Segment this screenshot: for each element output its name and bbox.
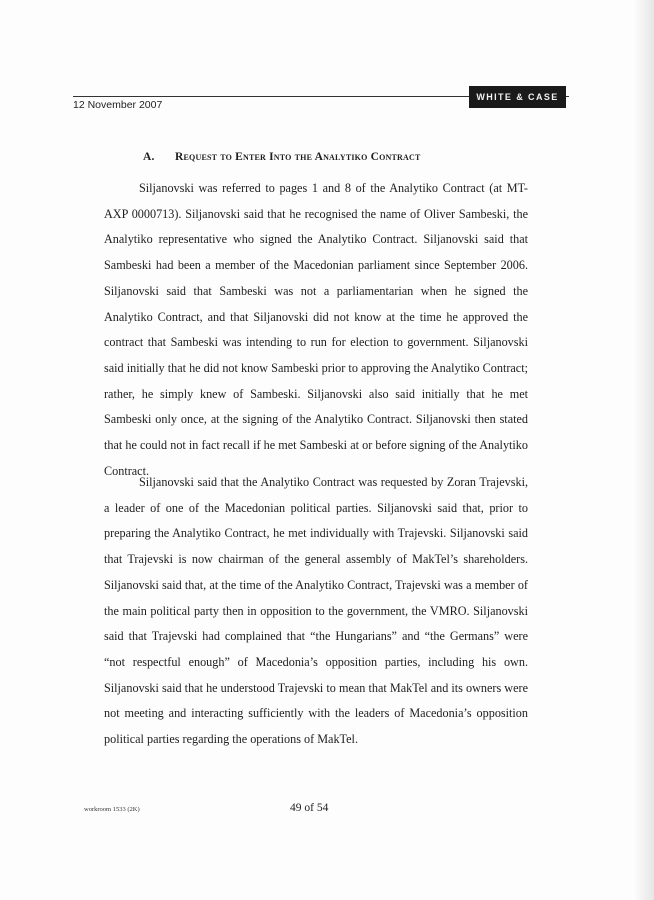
- scan-edge-shadow: [632, 0, 654, 900]
- body-paragraph: Siljanovski was referred to pages 1 and 8 of the Analytiko Contract (at MT-AXP 0000713). Siljanovski said that he recognised the name of Oliver Sambeski, the Analytiko representative who signed the Analytiko Contract. Siljanovski said that Sambeski had been a member of the Macedonian parliament since September 2006. Siljanovski said that Sambeski was not a parliamentarian when he signed the Analytiko Contract, and that Siljanovski did not know at the time he approved the contract that Sambeski was intending to run for election to government. Siljanovski said initially that he did not know Sambeski prior to approving the Analytiko Contract; rather, he simply knew of Sambeski. Siljanovski also said initially that he met Sambeski only once, at the signing of the Analytiko Contract. Siljanovski then stated that he could not in fact recall if he met Sambeski at or before signing of the Analytiko Contract.: [104, 181, 528, 478]
- footer-doc-ref: workroom 1533 (2K): [84, 806, 140, 813]
- body-paragraph: Siljanovski said that the Analytiko Contract was requested by Zoran Trajevski, a leader of one of the Macedonian political parties. Siljanovski said that, prior to preparing the Analytiko Contract, he met individually with Trajevski. Siljanovski said that Trajevski is now chairman of the general assembly of MakTel’s shareholders. Siljanovski said that, at the time of the Analytiko Contract, Trajevski was a member of the main political party then in opposition to the government, the VMRO. Siljanovski said that Trajevski had complained that “the Hungarians” and “the Germans” were “not respectful enough” of Macedonia’s opposition parties, including his own. Siljanovski said that he understood Trajevski to mean that MakTel and its owners were not meeting and interacting sufficiently with the leaders of Macedonia’s opposition political parties regarding the operations of MakTel.: [104, 475, 528, 747]
- header-date: 12 November 2007: [73, 99, 163, 111]
- brand-logo: WHITE & CASE: [469, 86, 566, 108]
- section-heading: [143, 151, 421, 163]
- footer-page-number: 49 of 54: [290, 802, 329, 814]
- section-title: Request to Enter Into the Analytiko Contract: [175, 151, 421, 163]
- section-number: A.: [143, 151, 155, 163]
